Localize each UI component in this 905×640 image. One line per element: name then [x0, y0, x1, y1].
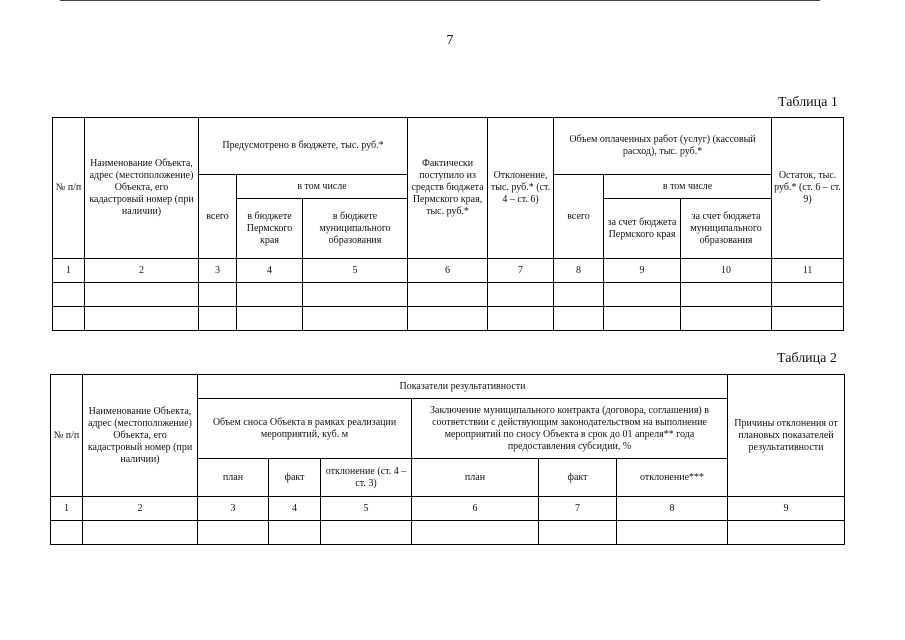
t2-header-demolition: Объем сноса Объекта в рамках реализации мероприятий, куб. м — [198, 399, 412, 459]
page-number: 7 — [446, 33, 454, 48]
table1-caption: Таблица 1 — [778, 95, 838, 110]
t1-header-paid-municipal: за счет бюджета муниципального образования — [681, 199, 772, 259]
t1-header-paid: Объем оплаченных работ (услуг) (кассовый расход), тыс. руб.* — [554, 118, 772, 175]
t2-colnum: 3 — [198, 497, 269, 521]
t1-header-budget-region: в бюджете Пермского края — [237, 199, 303, 259]
t1-colnum: 8 — [554, 259, 604, 283]
t1-colnum: 2 — [85, 259, 199, 283]
t1-header-budget-incl: в том числе — [237, 175, 408, 199]
t1-header-deviation: Отклонение, тыс. руб.* (ст. 4 – ст. 6) — [488, 118, 554, 259]
t1-header-balance: Остаток, тыс. руб.* (ст. 6 – ст. 9) — [772, 118, 844, 259]
t1-colnum: 7 — [488, 259, 554, 283]
t1-header-paid-incl: в том числе — [604, 175, 772, 199]
t1-header-received: Фактически поступило из средств бюджета Пермского края, тыс. руб.* — [408, 118, 488, 259]
t2-colnum: 9 — [728, 497, 845, 521]
table2 — [50, 374, 845, 545]
t2-colnum: 6 — [412, 497, 539, 521]
t1-colnum: 11 — [772, 259, 844, 283]
t1-colnum: 9 — [604, 259, 681, 283]
t2-colnum: 7 — [539, 497, 617, 521]
t1-header-budget: Предусмотрено в бюджете, тыс. руб.* — [199, 118, 408, 175]
t1-empty-row — [53, 283, 844, 307]
t2-header-plan2: план — [412, 459, 539, 497]
t1-header-name: Наименование Объекта, адрес (местоположение) Объекта, его кадастровый номер (при наличии) — [85, 118, 199, 259]
t2-header-num: № п/п — [51, 375, 83, 497]
t1-colnum: 6 — [408, 259, 488, 283]
top-edge-line — [60, 0, 820, 1]
t2-header-name: Наименование Объекта, адрес (местоположение) Объекта, его кадастровый номер (при наличии) — [83, 375, 198, 497]
t1-header-num: № п/п — [53, 118, 85, 259]
t1-colnum: 3 — [199, 259, 237, 283]
table1 — [52, 117, 844, 331]
t2-header-deviation2: отклонение*** — [617, 459, 728, 497]
t2-header-contract: Заключение муниципального контракта (договора, соглашения) в соответствии с действующим законодательством на выполнение мероприятий по сносу Объекта в срок до 01 апреля** года предоставления субсидии, % — [412, 399, 728, 459]
t1-header-paid-total: всего — [554, 175, 604, 259]
t1-header-paid-region: за счет бюджета Пермского края — [604, 199, 681, 259]
t2-header-reasons: Причины отклонения от плановых показателей результативности — [728, 375, 845, 497]
t2-colnum: 2 — [83, 497, 198, 521]
t2-colnum: 4 — [269, 497, 321, 521]
t2-header-indicators: Показатели результативности — [198, 375, 728, 399]
t1-colnum: 1 — [53, 259, 85, 283]
t2-colnum: 5 — [321, 497, 412, 521]
t1-header-budget-municipal: в бюджете муниципального образования — [303, 199, 408, 259]
t1-colnum: 4 — [237, 259, 303, 283]
t1-colnum: 5 — [303, 259, 408, 283]
t2-colnum: 1 — [51, 497, 83, 521]
t2-header-plan: план — [198, 459, 269, 497]
t2-empty-row — [51, 521, 845, 545]
t2-colnum: 8 — [617, 497, 728, 521]
t2-header-fact: факт — [269, 459, 321, 497]
t2-header-fact2: факт — [539, 459, 617, 497]
t2-header-deviation-calc: отклонение (ст. 4 – ст. 3) — [321, 459, 412, 497]
t1-colnum: 10 — [681, 259, 772, 283]
t1-empty-row — [53, 307, 844, 331]
table2-caption: Таблица 2 — [777, 351, 837, 366]
t1-header-budget-total: всего — [199, 175, 237, 259]
